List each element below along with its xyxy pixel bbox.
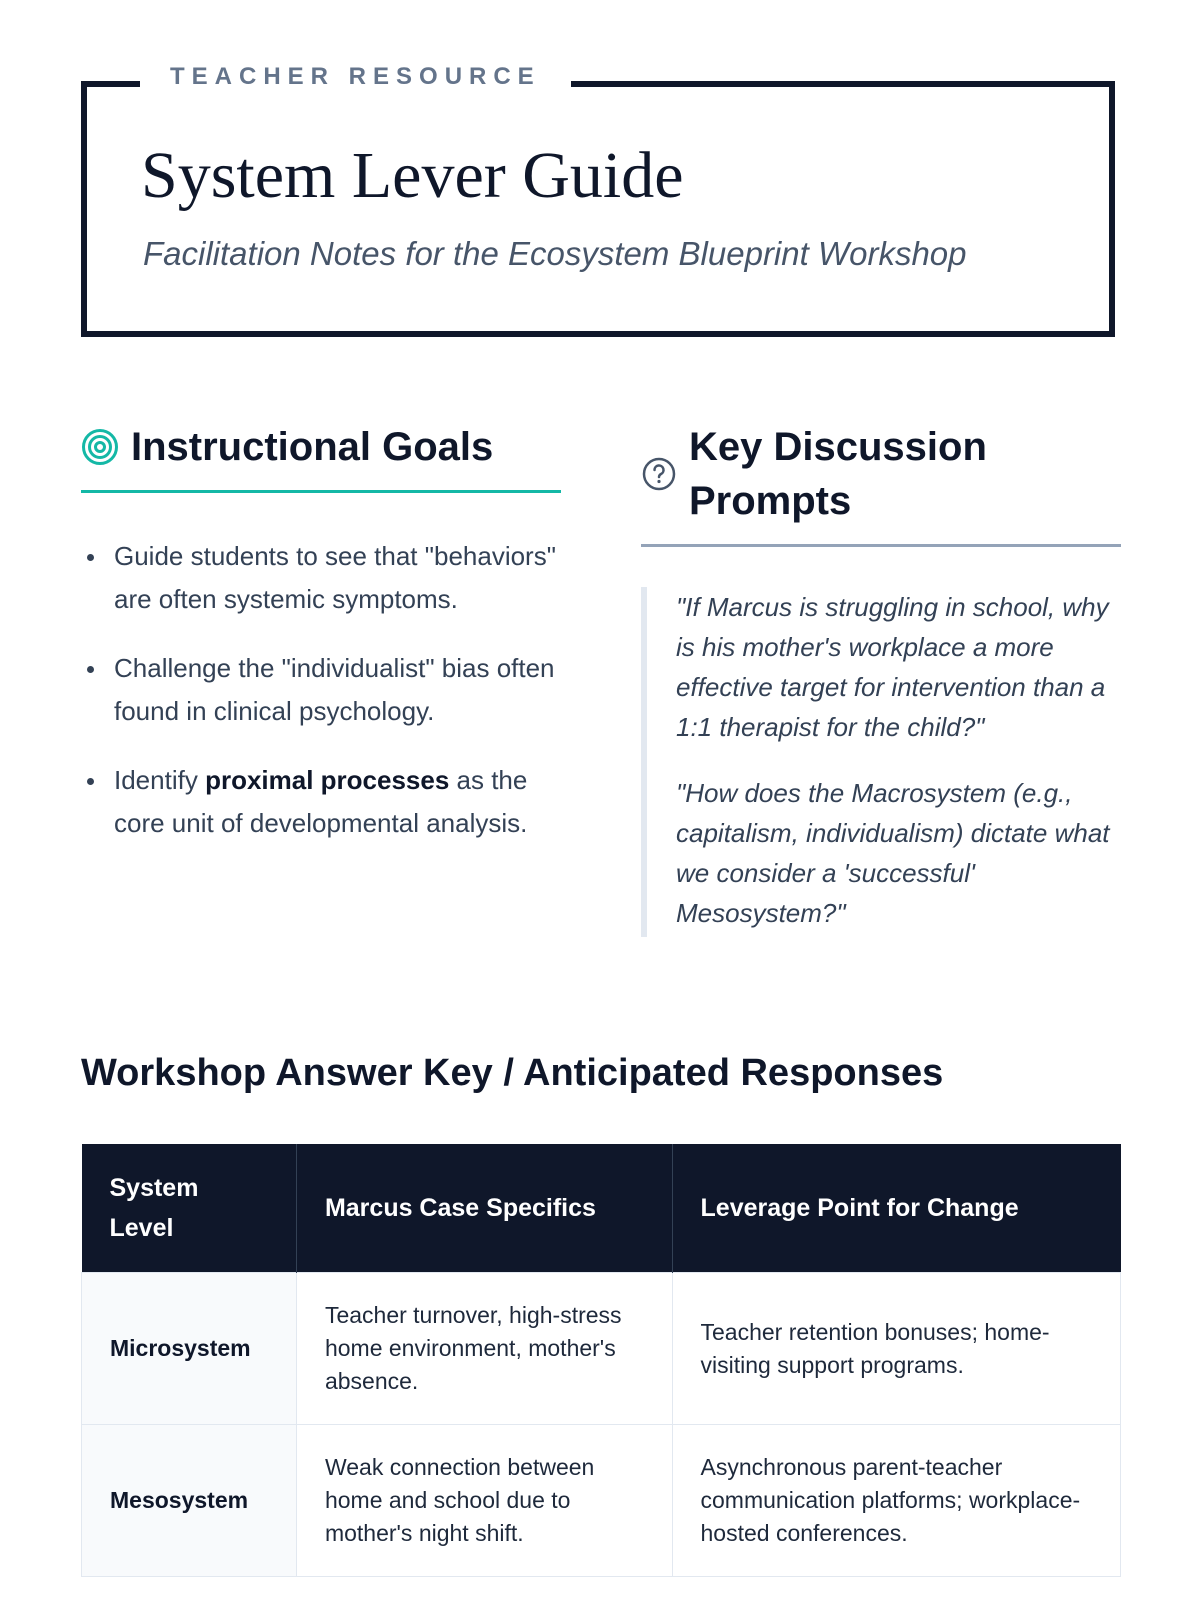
table-row	[82, 1273, 1121, 1425]
page-subtitle: Facilitation Notes for the Ecosystem Blueprint Workshop	[143, 235, 967, 272]
column-header: Leverage Point for Change	[672, 1144, 1120, 1273]
goals-list	[81, 535, 561, 845]
table-row	[82, 1425, 1121, 1577]
column-header: Marcus Case Specifics	[296, 1144, 672, 1273]
instructional-goals-section	[81, 420, 561, 871]
answer-key-table	[81, 1144, 1121, 1577]
list-item: Challenge the "individualist" bias often found in clinical psychology.	[81, 647, 561, 733]
section-heading-goals	[81, 420, 561, 493]
leverage-point-cell: Asynchronous parent-teacher communication platforms; workplace-hosted conferences.	[672, 1425, 1120, 1577]
case-specifics-cell: Teacher turnover, high-stress home environment, mother's absence.	[296, 1273, 672, 1425]
leverage-point-cell: Teacher retention bonuses; home-visiting support programs.	[672, 1273, 1120, 1425]
page-title: System Lever Guide	[141, 139, 684, 212]
discussion-prompt: "How does the Macrosystem (e.g., capitalism, individualism) dictate what we consider a 'successful' Mesosystem?"	[676, 778, 1110, 928]
question-circle-icon	[641, 456, 677, 492]
section-heading-prompts	[641, 420, 1121, 547]
list-item: Identify proximal processes as the core unit of developmental analysis.	[81, 759, 561, 845]
discussion-prompts-section	[641, 420, 1121, 937]
goals-heading: Instructional Goals	[131, 425, 494, 469]
prompts-quote-block	[641, 587, 1121, 937]
prompts-heading: Key Discussion Prompts	[689, 425, 987, 523]
system-level-cell: Mesosystem	[82, 1425, 297, 1577]
case-specifics-cell: Weak connection between home and school due to mother's night shift.	[296, 1425, 672, 1577]
discussion-prompt: "If Marcus is struggling in school, why is his mother's workplace a more effective target for intervention than a 1:1 therapist for the child?"	[676, 592, 1109, 742]
list-item: Guide students to see that "behaviors" are often systemic symptoms.	[81, 535, 561, 621]
answer-key-title: Workshop Answer Key / Anticipated Responses	[81, 1052, 944, 1094]
system-level-cell: Microsystem	[82, 1273, 297, 1425]
eyebrow-label: TEACHER RESOURCE	[140, 63, 571, 91]
column-header: System Level	[82, 1144, 297, 1273]
target-icon	[81, 428, 119, 466]
table-header-row	[82, 1144, 1121, 1273]
